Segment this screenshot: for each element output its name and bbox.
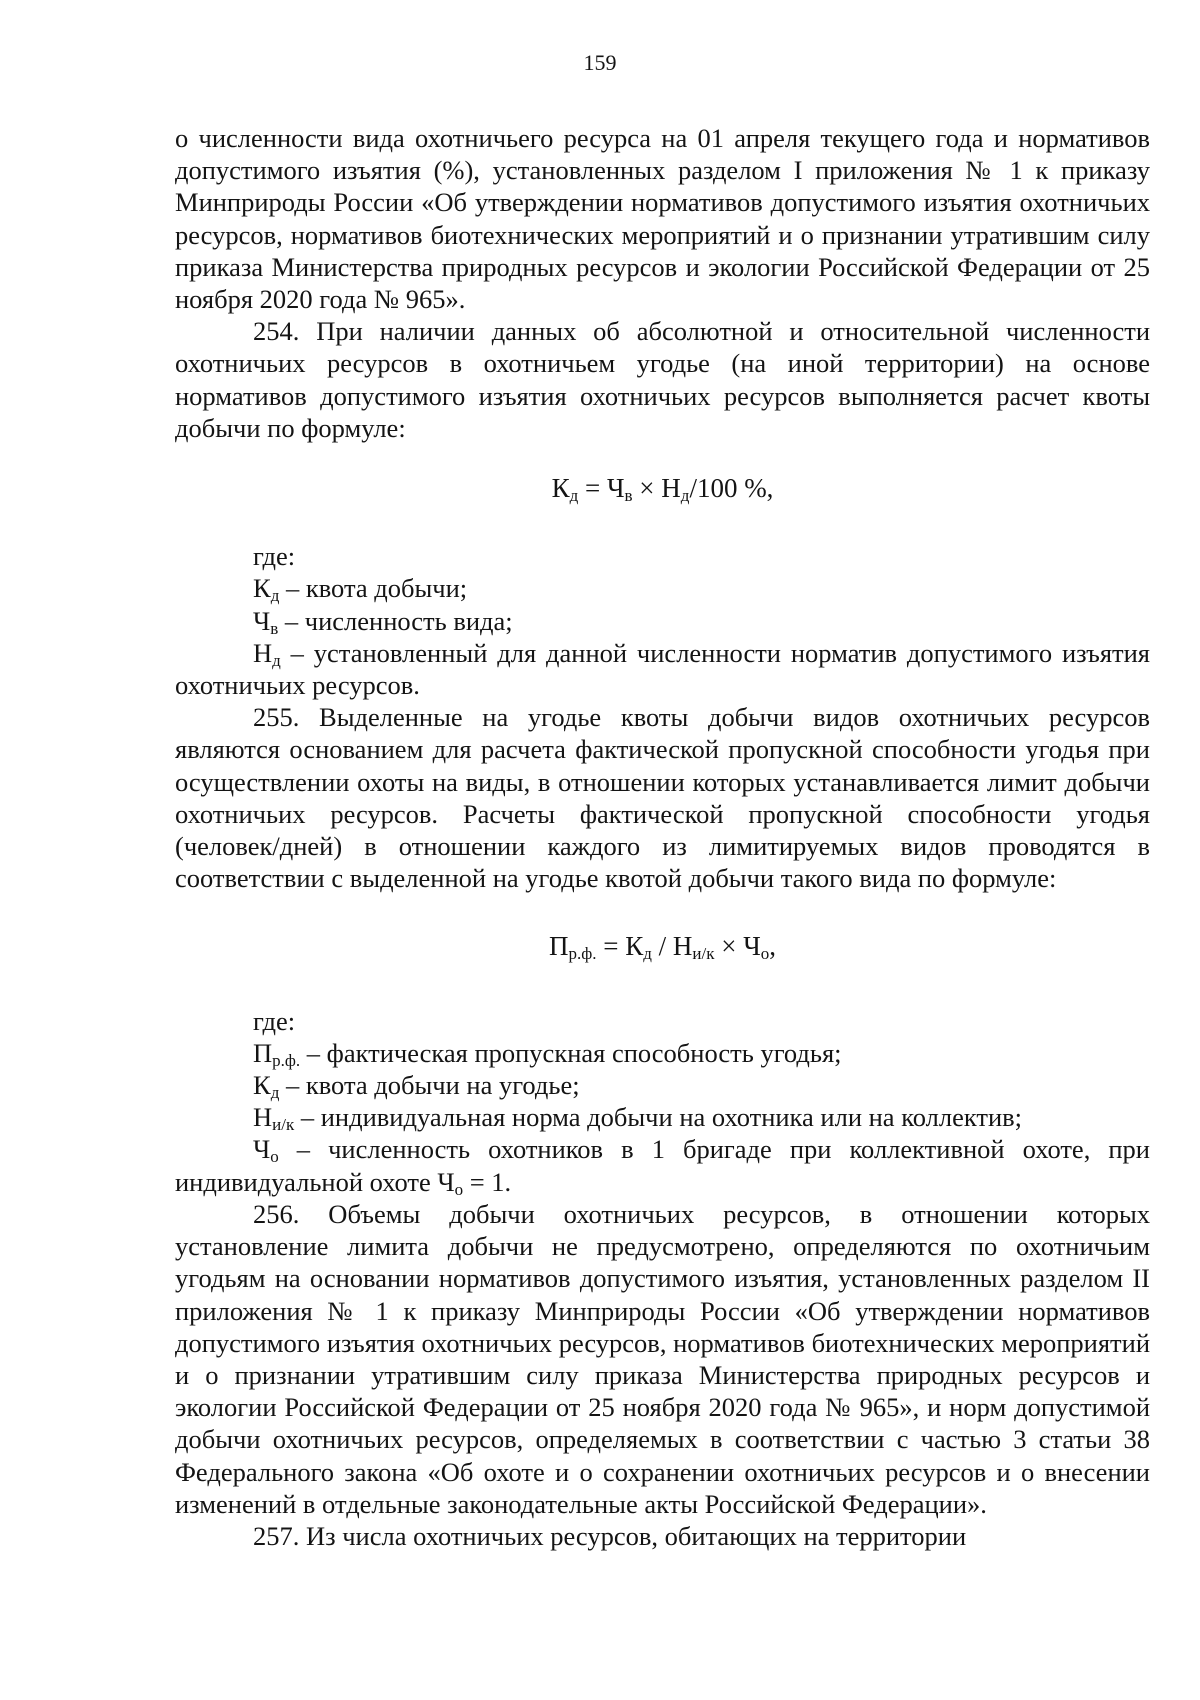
formula-part: /100 %, bbox=[689, 473, 774, 504]
definition-subscript: д bbox=[272, 650, 281, 670]
definition-subscript: р.ф. bbox=[272, 1050, 301, 1070]
definition-text: – численность охотников в 1 бригаде при коллективной охоте, при индивидуальной охоте Ч bbox=[175, 1134, 1150, 1197]
paragraph-255: 255. Выделенные на угодье квоты добычи видов охотничьих ресурсов являются основанием для расчета фактической пропускной способности угодья при осуществлении охоты на виды, в отношении которых устанавливается лимит добычи охотничьих ресурсов. Расчеты фактической пропускной способности угодья (человек/дней) в отношении каждого из лимитируемых видов проводятся в соответствии с выделенной на угодье квотой добычи такого вида по формуле: bbox=[175, 702, 1150, 894]
definition-subscript: д bbox=[270, 1083, 280, 1103]
definition-subscript: в bbox=[270, 618, 279, 638]
formula-part: = Ч bbox=[578, 473, 625, 504]
definition-subscript: о bbox=[270, 1147, 279, 1167]
definition-symbol: Н bbox=[253, 1102, 273, 1133]
definition-text: – фактическая пропускная способность угодья; bbox=[300, 1037, 842, 1068]
definition-text: – квота добычи; bbox=[279, 573, 468, 604]
definition-text: – установленный для данной численности норматив допустимого изъятия охотничьих ресурсов. bbox=[175, 637, 1150, 701]
definition-item bbox=[175, 1133, 1150, 1197]
definition-item bbox=[175, 572, 1150, 604]
formula-capacity bbox=[175, 930, 1150, 962]
definition-symbol: П bbox=[253, 1037, 273, 1068]
definition-item bbox=[175, 1101, 1150, 1133]
definition-symbol: Ч bbox=[253, 1134, 271, 1165]
formula-subscript: о bbox=[760, 944, 770, 964]
formula-subscript: р.ф. bbox=[568, 944, 597, 964]
formula-subscript: д bbox=[680, 486, 690, 506]
definition-symbol: К bbox=[253, 573, 271, 604]
definition-item bbox=[175, 1037, 1150, 1069]
paragraph-254: 254. При наличии данных об абсолютной и относительной численности охотничьих ресурсов в охотничьем угодье (на иной территории) на основе нормативов допустимого изъятия охотничьих ресурсов выполняется расчет квоты добычи по формуле: bbox=[175, 316, 1150, 443]
formula-subscript: д bbox=[569, 486, 579, 506]
formula-symbol: П bbox=[548, 931, 569, 962]
document-body bbox=[175, 122, 1150, 1552]
formula-part: = К bbox=[596, 931, 644, 962]
definition-item bbox=[175, 605, 1150, 637]
definition-symbol: Ч bbox=[253, 605, 271, 636]
formula-subscript: в bbox=[624, 486, 633, 506]
where-label: где: bbox=[253, 1005, 296, 1036]
definition-symbol: Н bbox=[253, 637, 273, 668]
formula-subscript: д bbox=[643, 944, 652, 964]
definition-subscript: д bbox=[270, 586, 280, 606]
formula-part: , bbox=[769, 931, 777, 962]
formula-part: / Н bbox=[651, 931, 693, 962]
paragraph-256: 256. Объемы добычи охотничьих ресурсов, в отношении которых установление лимита добычи не предусмотрено, определяются по охотничьим угодьям на основании нормативов допустимого изъятия, установленных разделом II приложения № 1 к приказу Минприроды России «Об утверждении нормативов допустимого изъятия охотничьих ресурсов, нормативов биотехнических мероприятий и о признании утратившим силу приказа Министерства природных ресурсов и экологии Российской Федерации от 25 ноября 2020 года № 965», и норм допустимой добычи охотничьих ресурсов, определяемых в соответствии с частью 3 статьи 38 Федерального закона «Об охоте и о сохранении охотничьих ресурсов и о внесении изменений в отдельные законодательные акты Российской Федерации». bbox=[175, 1198, 1150, 1519]
formula-quota bbox=[175, 472, 1150, 504]
definition-text: = 1. bbox=[463, 1166, 512, 1197]
formula-part: × Ч bbox=[714, 931, 761, 962]
definition-item bbox=[175, 637, 1150, 701]
definition-subscript: о bbox=[454, 1179, 464, 1199]
formula-part: × Н bbox=[632, 473, 681, 504]
definition-text: – индивидуальная норма добычи на охотника или на коллектив; bbox=[294, 1102, 1023, 1133]
page-number: 159 bbox=[583, 50, 617, 75]
formula-subscript: и/к bbox=[692, 944, 715, 964]
paragraph-intro: о численности вида охотничьего ресурса на 01 апреля текущего года и нормативов допустимого изъятия (%), установленных разделом I приложения № 1 к приказу Минприроды России «Об утверждении нормативов допустимого изъятия охотничьих ресурсов, нормативов биотехнических мероприятий и о признании утратившим силу приказа Министерства природных ресурсов и экологии Российской Федерации от 25 ноября 2020 года № 965». bbox=[175, 123, 1150, 315]
definition-text: – квота добычи на угодье; bbox=[279, 1070, 580, 1101]
definition-text: – численность вида; bbox=[278, 605, 513, 636]
formula-symbol: К bbox=[551, 473, 570, 504]
definition-item bbox=[175, 1069, 1150, 1101]
definition-subscript: и/к bbox=[272, 1115, 295, 1135]
paragraph-257: 257. Из числа охотничьих ресурсов, обитающих на территории bbox=[253, 1520, 967, 1551]
where-label: где: bbox=[253, 541, 296, 572]
definition-symbol: К bbox=[253, 1070, 271, 1101]
